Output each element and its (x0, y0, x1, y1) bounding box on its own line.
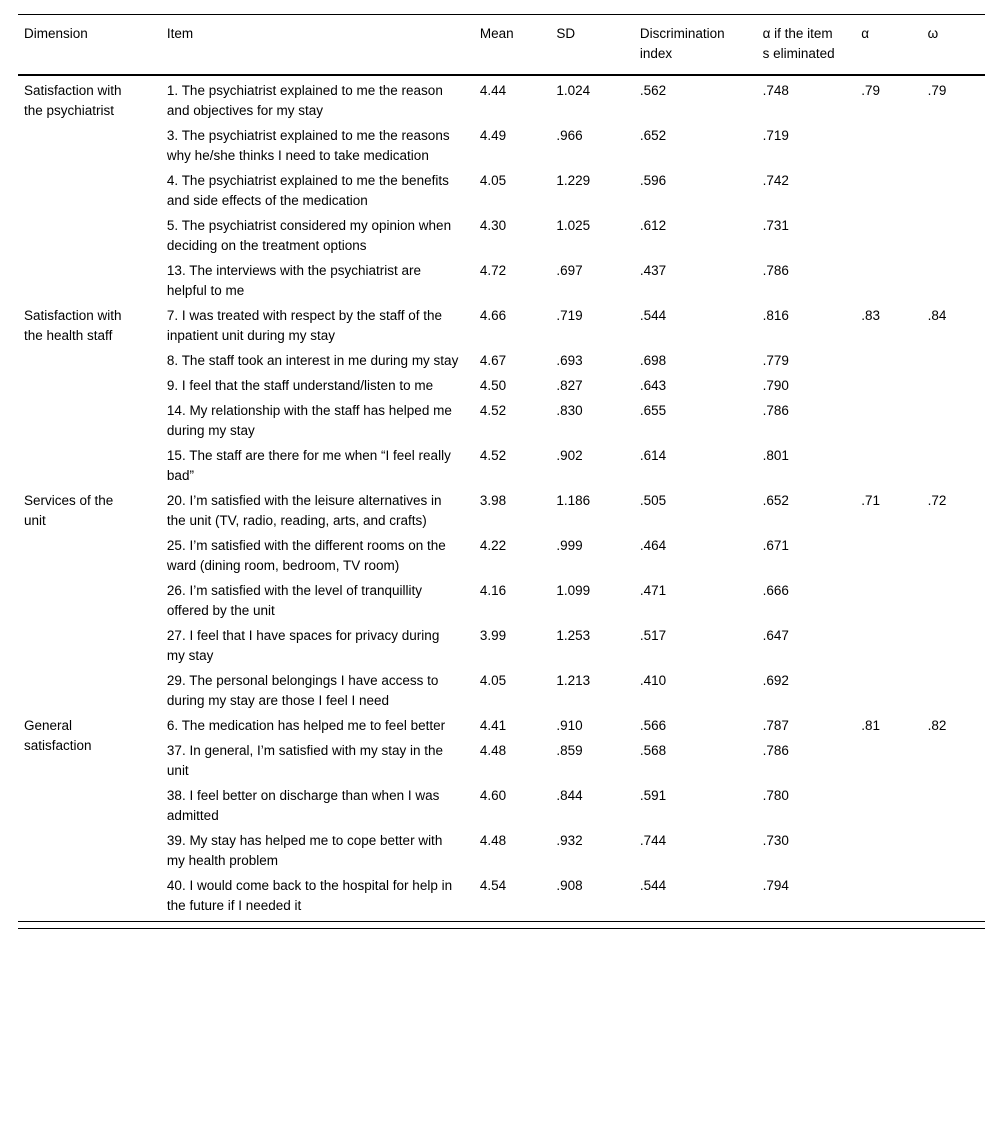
discrimination-index-cell: .544 (639, 878, 667, 893)
col-header-item: Item (167, 15, 480, 76)
item-cell: 8. The staff took an interest in me during my stay (166, 353, 459, 368)
psychometric-table (18, 14, 985, 922)
mean-cell: 3.99 (479, 628, 507, 643)
discrimination-index-cell: .596 (639, 173, 667, 188)
discrimination-index-cell: .505 (639, 493, 667, 508)
sd-cell: 1.024 (556, 83, 591, 98)
mean-cell: 4.30 (479, 218, 507, 233)
alpha-if-eliminated-cell: .742 (762, 173, 789, 188)
alpha-if-eliminated-cell: .787 (762, 718, 789, 733)
alpha-if-eliminated-cell: .790 (762, 378, 789, 393)
sd-cell: .910 (556, 718, 583, 733)
col-header-discrimination-index: Discrimination index (640, 15, 763, 76)
discrimination-index-cell: .612 (639, 218, 667, 233)
item-cell: 27. I feel that I have spaces for privacy during my stay (166, 628, 440, 663)
alpha-if-eliminated-cell: .816 (762, 308, 789, 323)
discrimination-index-cell: .652 (639, 128, 667, 143)
item-cell: 15. The staff are there for me when “I feel really bad” (166, 448, 451, 483)
col-header-sd: SD (556, 15, 640, 76)
mean-cell: 4.60 (479, 788, 507, 803)
item-cell: 40. I would come back to the hospital for help in the future if I needed it (166, 878, 453, 913)
mean-cell: 4.05 (479, 673, 507, 688)
mean-cell: 4.22 (479, 538, 507, 553)
discrimination-index-cell: .517 (639, 628, 667, 643)
col-header-omega: ω (928, 15, 985, 76)
table-row (18, 306, 985, 351)
discrimination-index-cell: .614 (639, 448, 667, 463)
table-outer-rule (18, 14, 985, 929)
item-cell: 13. The interviews with the psychiatrist are helpful to me (166, 263, 422, 298)
item-cell: 20. I’m satisfied with the leisure alternatives in the unit (TV, radio, reading, arts, and crafts) (166, 493, 442, 528)
alpha-if-eliminated-cell: .666 (762, 583, 789, 598)
omega-cell: .84 (927, 308, 947, 323)
mean-cell: 4.05 (479, 173, 507, 188)
sd-cell: .830 (556, 403, 583, 418)
discrimination-index-cell: .471 (639, 583, 667, 598)
mean-cell: 4.44 (479, 83, 507, 98)
sd-cell: 1.099 (556, 583, 591, 598)
discrimination-index-cell: .562 (639, 83, 667, 98)
discrimination-index-cell: .643 (639, 378, 667, 393)
table-row (18, 716, 985, 741)
alpha-if-eliminated-cell: .779 (762, 353, 789, 368)
dimension-cell: Satisfaction with the health staff (24, 308, 122, 343)
item-cell: 38. I feel better on discharge than when I was admitted (166, 788, 440, 823)
alpha-if-eliminated-cell: .748 (762, 83, 789, 98)
item-cell: 37. In general, I’m satisfied with my stay in the unit (166, 743, 444, 778)
mean-cell: 4.72 (479, 263, 507, 278)
sd-cell: .844 (556, 788, 583, 803)
dimension-cell: Services of the unit (24, 493, 114, 528)
col-header-alpha: α (861, 15, 927, 76)
sd-cell: .999 (556, 538, 583, 553)
item-cell: 7. I was treated with respect by the staff of the inpatient unit during my stay (166, 308, 443, 343)
discrimination-index-cell: .655 (639, 403, 667, 418)
alpha-if-eliminated-cell: .786 (762, 743, 789, 758)
sd-cell: .693 (556, 353, 583, 368)
discrimination-index-cell: .591 (639, 788, 667, 803)
discrimination-index-cell: .566 (639, 718, 667, 733)
sd-cell: .902 (556, 448, 583, 463)
sd-cell: .719 (556, 308, 583, 323)
sd-cell: .827 (556, 378, 583, 393)
alpha-if-eliminated-cell: .780 (762, 788, 789, 803)
sd-cell: 1.213 (556, 673, 591, 688)
alpha-if-eliminated-cell: .801 (762, 448, 789, 463)
dimension-cell: Satisfaction with the psychiatrist (24, 83, 122, 118)
alpha-cell: .81 (861, 718, 880, 733)
table-row (18, 75, 985, 126)
mean-cell: 4.54 (479, 878, 507, 893)
sd-cell: .966 (556, 128, 583, 143)
alpha-if-eliminated-cell: .719 (762, 128, 789, 143)
mean-cell: 4.67 (479, 353, 507, 368)
sd-cell: 1.025 (556, 218, 591, 233)
header-row (18, 15, 985, 76)
sd-cell: 1.186 (556, 493, 591, 508)
item-cell: 29. The personal belongings I have access to during my stay are those I feel I need (166, 673, 439, 708)
mean-cell: 4.52 (479, 403, 507, 418)
item-cell: 4. The psychiatrist explained to me the benefits and side effects of the medication (166, 173, 449, 208)
mean-cell: 4.16 (479, 583, 507, 598)
discrimination-index-cell: .437 (639, 263, 667, 278)
alpha-cell: .71 (861, 493, 880, 508)
mean-cell: 4.49 (479, 128, 507, 143)
table-row (18, 491, 985, 536)
omega-cell: .82 (927, 718, 947, 733)
mean-cell: 4.48 (479, 743, 507, 758)
alpha-if-eliminated-cell: .652 (762, 493, 789, 508)
table-header (18, 15, 985, 76)
mean-cell: 4.66 (479, 308, 507, 323)
col-header-dimension: Dimension (18, 15, 167, 76)
dimension-cell: General satisfaction (24, 718, 92, 753)
omega-cell: .79 (927, 83, 947, 98)
alpha-if-eliminated-cell: .731 (762, 218, 789, 233)
mean-cell: 4.41 (479, 718, 507, 733)
discrimination-index-cell: .464 (639, 538, 667, 553)
mean-cell: 3.98 (479, 493, 507, 508)
alpha-if-eliminated-cell: .730 (762, 833, 789, 848)
table-body (18, 75, 985, 922)
sd-cell: .908 (556, 878, 583, 893)
sd-cell: .932 (556, 833, 583, 848)
alpha-if-eliminated-cell: .786 (762, 263, 789, 278)
alpha-cell: .83 (861, 308, 880, 323)
mean-cell: 4.48 (479, 833, 507, 848)
item-cell: 25. I’m satisfied with the different rooms on the ward (dining room, bedroom, TV room) (166, 538, 446, 573)
alpha-if-eliminated-cell: .671 (762, 538, 789, 553)
discrimination-index-cell: .544 (639, 308, 667, 323)
item-cell: 5. The psychiatrist considered my opinion when deciding on the treatment options (166, 218, 452, 253)
alpha-if-eliminated-cell: .794 (762, 878, 789, 893)
discrimination-index-cell: .568 (639, 743, 667, 758)
mean-cell: 4.50 (479, 378, 507, 393)
alpha-if-eliminated-cell: .647 (762, 628, 789, 643)
sd-cell: .697 (556, 263, 583, 278)
item-cell: 9. I feel that the staff understand/listen to me (166, 378, 434, 393)
omega-cell: .72 (927, 493, 947, 508)
sd-cell: 1.253 (556, 628, 591, 643)
alpha-if-eliminated-cell: .786 (762, 403, 789, 418)
item-cell: 3. The psychiatrist explained to me the reasons why he/she thinks I need to take medication (166, 128, 450, 163)
mean-cell: 4.52 (479, 448, 507, 463)
item-cell: 39. My stay has helped me to cope better with my health problem (166, 833, 443, 868)
item-cell: 14. My relationship with the staff has helped me during my stay (166, 403, 452, 438)
discrimination-index-cell: .744 (639, 833, 667, 848)
discrimination-index-cell: .698 (639, 353, 667, 368)
col-header-alpha-if-eliminated: α if the item s eliminated (763, 15, 862, 76)
sd-cell: 1.229 (556, 173, 591, 188)
item-cell: 6. The medication has helped me to feel better (166, 718, 446, 733)
alpha-cell: .79 (861, 83, 880, 98)
col-header-mean: Mean (480, 15, 556, 76)
item-cell: 26. I’m satisfied with the level of tranquillity offered by the unit (166, 583, 423, 618)
discrimination-index-cell: .410 (639, 673, 667, 688)
alpha-if-eliminated-cell: .692 (762, 673, 789, 688)
sd-cell: .859 (556, 743, 583, 758)
item-cell: 1. The psychiatrist explained to me the reason and objectives for my stay (166, 83, 443, 118)
